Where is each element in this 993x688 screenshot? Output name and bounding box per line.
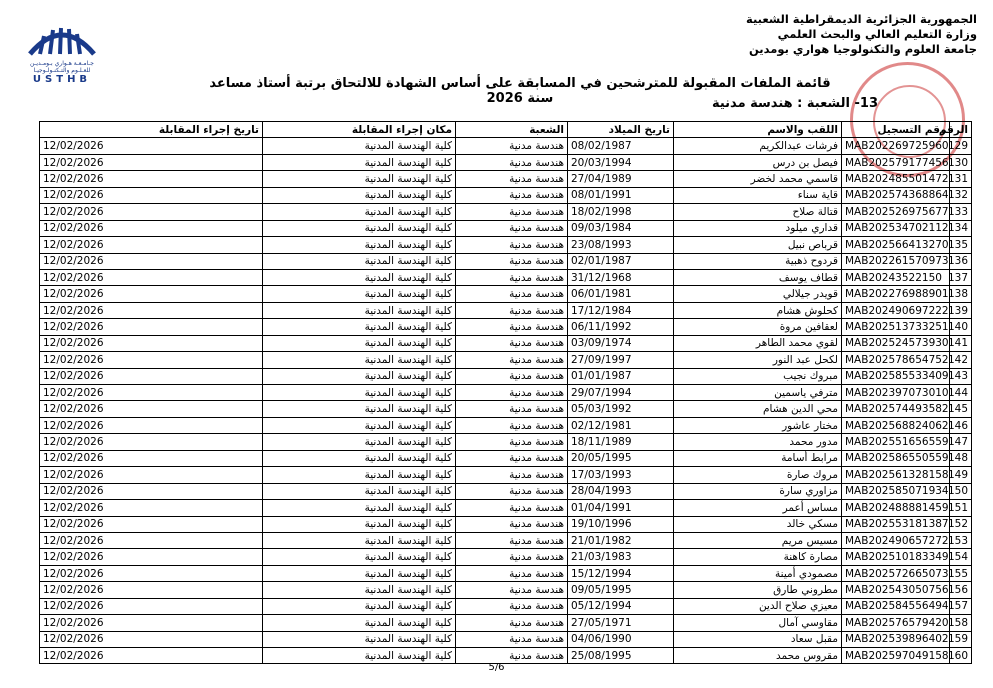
cell-code: MAB202485501472: [842, 171, 950, 187]
cell-spec: هندسة مدنية: [456, 565, 568, 581]
cell-name: مدور محمد: [674, 434, 842, 450]
cell-code: MAB202576579420: [842, 615, 950, 631]
cell-dob: 02/01/1987: [568, 253, 674, 269]
cell-date: 12/02/2026: [40, 187, 263, 203]
cell-name: فرشات عبدالكريم: [674, 138, 842, 154]
cell-date: 12/02/2026: [40, 352, 263, 368]
cell-date: 12/02/2026: [40, 648, 263, 664]
cell-dob: 15/12/1994: [568, 565, 674, 581]
cell-dob: 05/03/1992: [568, 401, 674, 417]
cell-place: كلية الهندسة المدنية: [263, 500, 456, 516]
cell-date: 12/02/2026: [40, 516, 263, 532]
cell-num: 137: [950, 269, 972, 285]
cell-name: فيصل بن درس: [674, 154, 842, 170]
cell-name: مقاوسي آمال: [674, 615, 842, 631]
page-number: 5/6: [488, 662, 505, 673]
cell-spec: هندسة مدنية: [456, 368, 568, 384]
table-row: [40, 631, 972, 647]
cell-num: 151: [950, 500, 972, 516]
cell-name: مزاوري سارة: [674, 483, 842, 499]
cell-spec: هندسة مدنية: [456, 335, 568, 351]
cell-place: كلية الهندسة المدنية: [263, 615, 456, 631]
cell-dob: 29/07/1994: [568, 385, 674, 401]
cell-code: MAB202488881459: [842, 500, 950, 516]
cell-dob: 27/05/1971: [568, 615, 674, 631]
cell-spec: هندسة مدنية: [456, 500, 568, 516]
cell-date: 12/02/2026: [40, 450, 263, 466]
cell-num: 139: [950, 302, 972, 318]
cell-date: 12/02/2026: [40, 582, 263, 598]
cell-code: MAB202578654752: [842, 352, 950, 368]
cell-name: مترفي ياسمين: [674, 385, 842, 401]
cell-spec: هندسة مدنية: [456, 467, 568, 483]
cell-num: 146: [950, 417, 972, 433]
table-row: [40, 401, 972, 417]
table-row: [40, 204, 972, 220]
cell-date: 12/02/2026: [40, 417, 263, 433]
cell-num: 147: [950, 434, 972, 450]
cell-date: 12/02/2026: [40, 335, 263, 351]
cell-date: 12/02/2026: [40, 483, 263, 499]
cell-name: مسكي خالد: [674, 516, 842, 532]
cell-dob: 05/12/1994: [568, 598, 674, 614]
cell-code: MAB202579177456: [842, 154, 950, 170]
cell-place: كلية الهندسة المدنية: [263, 220, 456, 236]
cell-dob: 23/08/1993: [568, 237, 674, 253]
table-row: [40, 319, 972, 335]
cell-dob: 21/01/1982: [568, 532, 674, 548]
table-row: [40, 598, 972, 614]
cell-code: MAB202524573930: [842, 335, 950, 351]
cell-spec: هندسة مدنية: [456, 204, 568, 220]
logo-arches-icon: [22, 22, 102, 56]
cell-name: مطروني طارق: [674, 582, 842, 598]
cell-place: كلية الهندسة المدنية: [263, 138, 456, 154]
cell-date: 12/02/2026: [40, 368, 263, 384]
cell-dob: 17/12/1984: [568, 302, 674, 318]
cell-spec: هندسة مدنية: [456, 220, 568, 236]
cell-dob: 09/03/1984: [568, 220, 674, 236]
table-row: [40, 302, 972, 318]
logo-arabic-text: جـامـعـة هـواري بـومـديـن للعـلـوم والتـكنـولـوجيـا: [30, 60, 94, 74]
cell-spec: هندسة مدنية: [456, 598, 568, 614]
cell-code: MAB202490657272: [842, 532, 950, 548]
cell-num: 149: [950, 467, 972, 483]
table-row: [40, 450, 972, 466]
cell-place: كلية الهندسة المدنية: [263, 417, 456, 433]
cell-spec: هندسة مدنية: [456, 516, 568, 532]
cell-place: كلية الهندسة المدنية: [263, 549, 456, 565]
cell-code: MAB202490697222: [842, 302, 950, 318]
cell-dob: 02/12/1981: [568, 417, 674, 433]
cell-dob: 06/01/1981: [568, 286, 674, 302]
cell-name: قطاف يوسف: [674, 269, 842, 285]
cell-place: كلية الهندسة المدنية: [263, 352, 456, 368]
cell-date: 12/02/2026: [40, 467, 263, 483]
cell-code: MAB202513733251: [842, 319, 950, 335]
cell-dob: 18/02/1998: [568, 204, 674, 220]
cell-spec: هندسة مدنية: [456, 483, 568, 499]
cell-code: MAB202585071934: [842, 483, 950, 499]
cell-date: 12/02/2026: [40, 500, 263, 516]
cell-date: 12/02/2026: [40, 598, 263, 614]
cell-num: 160: [950, 648, 972, 664]
cell-num: 134: [950, 220, 972, 236]
header-dob: تاريخ الميلاد: [568, 122, 674, 138]
cell-name: معيزي صلاح الدين: [674, 598, 842, 614]
cell-place: كلية الهندسة المدنية: [263, 302, 456, 318]
cell-num: 157: [950, 598, 972, 614]
table-row: [40, 187, 972, 203]
cell-dob: 27/09/1997: [568, 352, 674, 368]
cell-place: كلية الهندسة المدنية: [263, 401, 456, 417]
cell-dob: 01/04/1991: [568, 500, 674, 516]
cell-num: 129: [950, 138, 972, 154]
cell-spec: هندسة مدنية: [456, 615, 568, 631]
cell-dob: 01/01/1987: [568, 368, 674, 384]
cell-spec: هندسة مدنية: [456, 631, 568, 647]
university-logo: [22, 22, 102, 85]
cell-date: 12/02/2026: [40, 269, 263, 285]
cell-place: كلية الهندسة المدنية: [263, 237, 456, 253]
cell-spec: هندسة مدنية: [456, 401, 568, 417]
cell-place: كلية الهندسة المدنية: [263, 204, 456, 220]
table-row: [40, 500, 972, 516]
table-row: [40, 385, 972, 401]
cell-num: 135: [950, 237, 972, 253]
cell-spec: هندسة مدنية: [456, 648, 568, 664]
cell-code: MAB202561328158: [842, 467, 950, 483]
table-row: [40, 335, 972, 351]
cell-name: مروك صارة: [674, 467, 842, 483]
cell-name: قرباص نبيل: [674, 237, 842, 253]
cell-code: MAB202572665073: [842, 565, 950, 581]
cell-name: مقروس محمد: [674, 648, 842, 664]
cell-date: 12/02/2026: [40, 434, 263, 450]
cell-place: كلية الهندسة المدنية: [263, 385, 456, 401]
header-code: رقم التسجيل: [842, 122, 950, 138]
cell-spec: هندسة مدنية: [456, 237, 568, 253]
cell-dob: 17/03/1993: [568, 467, 674, 483]
table-row: [40, 352, 972, 368]
cell-code: MAB202526975677: [842, 204, 950, 220]
table-row: [40, 516, 972, 532]
cell-code: MAB202261570973: [842, 253, 950, 269]
cell-num: 144: [950, 385, 972, 401]
cell-date: 12/02/2026: [40, 253, 263, 269]
table-row: [40, 565, 972, 581]
header-line-university: جامعة العلوم والتكنولوجيا هواري بومدين: [748, 42, 977, 56]
candidates-table: [39, 121, 972, 664]
cell-num: 138: [950, 286, 972, 302]
cell-code: MAB202585533409: [842, 368, 950, 384]
cell-date: 12/02/2026: [40, 532, 263, 548]
header-line-republic: الجمهورية الجزائرية الديمقراطية الشعبية: [745, 12, 977, 26]
cell-date: 12/02/2026: [40, 549, 263, 565]
table-row: [40, 582, 972, 598]
cell-code: MAB202568824062: [842, 417, 950, 433]
cell-name: مصمودي أمينة: [674, 565, 842, 581]
institution-header: [746, 12, 977, 57]
cell-code: MAB202276988901: [842, 286, 950, 302]
cell-dob: 06/11/1992: [568, 319, 674, 335]
cell-place: كلية الهندسة المدنية: [263, 598, 456, 614]
cell-spec: هندسة مدنية: [456, 582, 568, 598]
header-name: اللقب والاسم: [674, 122, 842, 138]
header-date: تاريخ إجراء المقابلة: [40, 122, 263, 138]
cell-spec: هندسة مدنية: [456, 187, 568, 203]
cell-code: MAB202397073010: [842, 385, 950, 401]
cell-dob: 25/08/1995: [568, 648, 674, 664]
cell-dob: 18/11/1989: [568, 434, 674, 450]
cell-place: كلية الهندسة المدنية: [263, 335, 456, 351]
cell-name: قردوح ذهبية: [674, 253, 842, 269]
cell-spec: هندسة مدنية: [456, 154, 568, 170]
cell-place: كلية الهندسة المدنية: [263, 368, 456, 384]
cell-place: كلية الهندسة المدنية: [263, 171, 456, 187]
cell-place: كلية الهندسة المدنية: [263, 154, 456, 170]
cell-code: MAB202566413270: [842, 237, 950, 253]
table-row: [40, 434, 972, 450]
cell-spec: هندسة مدنية: [456, 385, 568, 401]
cell-name: قتالة صلاح: [674, 204, 842, 220]
cell-date: 12/02/2026: [40, 631, 263, 647]
cell-place: كلية الهندسة المدنية: [263, 269, 456, 285]
cell-spec: هندسة مدنية: [456, 417, 568, 433]
cell-code: MAB202539896402: [842, 631, 950, 647]
header-spec: الشعبة: [456, 122, 568, 138]
cell-dob: 20/05/1995: [568, 450, 674, 466]
cell-spec: هندسة مدنية: [456, 302, 568, 318]
cell-num: 155: [950, 565, 972, 581]
cell-code: MAB20243522150: [842, 269, 950, 285]
cell-spec: هندسة مدنية: [456, 171, 568, 187]
cell-dob: 19/10/1996: [568, 516, 674, 532]
cell-place: كلية الهندسة المدنية: [263, 187, 456, 203]
cell-code: MAB202553181387: [842, 516, 950, 532]
cell-name: لعقافين مروة: [674, 319, 842, 335]
cell-place: كلية الهندسة المدنية: [263, 483, 456, 499]
cell-num: 133: [950, 204, 972, 220]
cell-num: 159: [950, 631, 972, 647]
logo-latin-text: USTHB: [32, 74, 92, 85]
cell-name: مبروك نجيب: [674, 368, 842, 384]
cell-num: 140: [950, 319, 972, 335]
cell-dob: 20/03/1994: [568, 154, 674, 170]
header-num: الرقم: [950, 122, 972, 138]
table-row: [40, 467, 972, 483]
cell-name: قداري ميلود: [674, 220, 842, 236]
cell-name: قويدر جيلالي: [674, 286, 842, 302]
page-subtitle: 13- الشعبة : هندسة مدنية: [711, 96, 878, 111]
cell-dob: 08/01/1991: [568, 187, 674, 203]
cell-date: 12/02/2026: [40, 565, 263, 581]
cell-num: 143: [950, 368, 972, 384]
cell-date: 12/02/2026: [40, 138, 263, 154]
table-header-row: [40, 122, 972, 138]
cell-code: MAB202586550559: [842, 450, 950, 466]
cell-place: كلية الهندسة المدنية: [263, 565, 456, 581]
table-row: [40, 532, 972, 548]
table-row: [40, 615, 972, 631]
cell-code: MAB202574493582: [842, 401, 950, 417]
page-title: قائمة الملفات المقبولة للمترشحين في المسابقة على أساس الشهادة للالتحاق برتبة أستاذ مساعد سنة 2026: [209, 76, 831, 106]
cell-spec: هندسة مدنية: [456, 138, 568, 154]
cell-num: 153: [950, 532, 972, 548]
cell-num: 152: [950, 516, 972, 532]
cell-place: كلية الهندسة المدنية: [263, 434, 456, 450]
table-row: [40, 220, 972, 236]
cell-name: مقبل سعاد: [674, 631, 842, 647]
cell-date: 12/02/2026: [40, 204, 263, 220]
cell-spec: هندسة مدنية: [456, 450, 568, 466]
cell-date: 12/02/2026: [40, 286, 263, 302]
cell-dob: 27/04/1989: [568, 171, 674, 187]
cell-place: كلية الهندسة المدنية: [263, 648, 456, 664]
cell-num: 142: [950, 352, 972, 368]
cell-place: كلية الهندسة المدنية: [263, 467, 456, 483]
cell-code: MAB202510183349: [842, 549, 950, 565]
cell-num: 130: [950, 154, 972, 170]
cell-date: 12/02/2026: [40, 237, 263, 253]
cell-num: 156: [950, 582, 972, 598]
table-row: [40, 483, 972, 499]
header-line-ministry: وزارة التعليم العالي والبحث العلمي: [777, 27, 977, 41]
cell-place: كلية الهندسة المدنية: [263, 286, 456, 302]
cell-code: MAB202534702112: [842, 220, 950, 236]
cell-date: 12/02/2026: [40, 220, 263, 236]
header-place: مكان إجراء المقابلة: [263, 122, 456, 138]
cell-place: كلية الهندسة المدنية: [263, 631, 456, 647]
cell-dob: 31/12/1968: [568, 269, 674, 285]
table-row: [40, 253, 972, 269]
table-row: [40, 237, 972, 253]
table-row: [40, 417, 972, 433]
cell-num: 141: [950, 335, 972, 351]
cell-place: كلية الهندسة المدنية: [263, 582, 456, 598]
cell-name: لكحل عبد النور: [674, 352, 842, 368]
cell-name: مصارة كاهنة: [674, 549, 842, 565]
cell-date: 12/02/2026: [40, 615, 263, 631]
cell-name: مساس أعمر: [674, 500, 842, 516]
cell-spec: هندسة مدنية: [456, 434, 568, 450]
cell-spec: هندسة مدنية: [456, 319, 568, 335]
cell-num: 148: [950, 450, 972, 466]
cell-name: مرابط أسامة: [674, 450, 842, 466]
cell-num: 136: [950, 253, 972, 269]
cell-num: 131: [950, 171, 972, 187]
cell-date: 12/02/2026: [40, 401, 263, 417]
cell-num: 132: [950, 187, 972, 203]
cell-date: 12/02/2026: [40, 154, 263, 170]
cell-num: 145: [950, 401, 972, 417]
cell-num: 154: [950, 549, 972, 565]
cell-code: MAB202574368864: [842, 187, 950, 203]
cell-spec: هندسة مدنية: [456, 549, 568, 565]
cell-spec: هندسة مدنية: [456, 253, 568, 269]
cell-code: MAB202269725960: [842, 138, 950, 154]
cell-code: MAB202551656559: [842, 434, 950, 450]
cell-name: محي الدين هشام: [674, 401, 842, 417]
cell-place: كلية الهندسة المدنية: [263, 516, 456, 532]
cell-name: مسيس مريم: [674, 532, 842, 548]
cell-dob: 04/06/1990: [568, 631, 674, 647]
cell-code: MAB202584556494: [842, 598, 950, 614]
cell-spec: هندسة مدنية: [456, 352, 568, 368]
cell-name: كحلوش هشام: [674, 302, 842, 318]
cell-place: كلية الهندسة المدنية: [263, 319, 456, 335]
cell-dob: 03/09/1974: [568, 335, 674, 351]
table-row: [40, 171, 972, 187]
cell-place: كلية الهندسة المدنية: [263, 253, 456, 269]
cell-spec: هندسة مدنية: [456, 286, 568, 302]
cell-name: قاية سناء: [674, 187, 842, 203]
cell-name: لقوي محمد الطاهر: [674, 335, 842, 351]
cell-date: 12/02/2026: [40, 385, 263, 401]
cell-place: كلية الهندسة المدنية: [263, 450, 456, 466]
cell-dob: 28/04/1993: [568, 483, 674, 499]
table-row: [40, 138, 972, 154]
cell-code: MAB202543050756: [842, 582, 950, 598]
cell-num: 150: [950, 483, 972, 499]
table-row: [40, 368, 972, 384]
cell-code: MAB202597049158: [842, 648, 950, 664]
table-row: [40, 269, 972, 285]
cell-dob: 09/05/1995: [568, 582, 674, 598]
cell-name: قاسمي محمد لخضر: [674, 171, 842, 187]
cell-dob: 21/03/1983: [568, 549, 674, 565]
cell-spec: هندسة مدنية: [456, 269, 568, 285]
cell-num: 158: [950, 615, 972, 631]
cell-spec: هندسة مدنية: [456, 532, 568, 548]
cell-date: 12/02/2026: [40, 302, 263, 318]
table-row: [40, 154, 972, 170]
table-row: [40, 286, 972, 302]
cell-place: كلية الهندسة المدنية: [263, 532, 456, 548]
cell-name: مختار عاشور: [674, 417, 842, 433]
cell-date: 12/02/2026: [40, 171, 263, 187]
cell-date: 12/02/2026: [40, 319, 263, 335]
cell-dob: 08/02/1987: [568, 138, 674, 154]
table-row: [40, 549, 972, 565]
